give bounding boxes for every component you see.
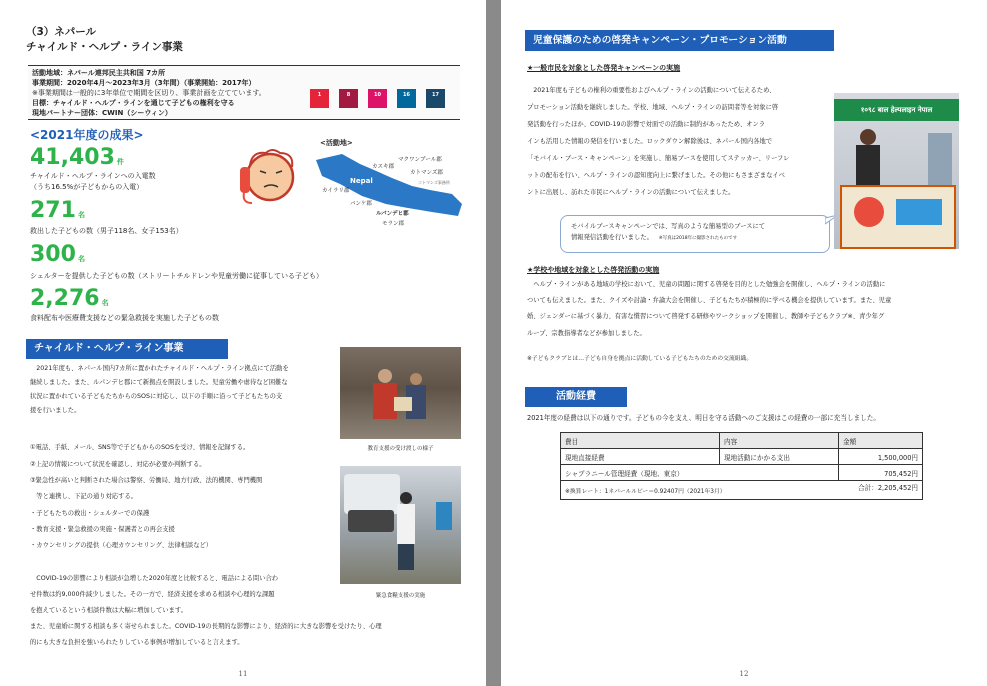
caption-food-support: 緊急食糧支援の実施 xyxy=(375,593,426,599)
booth-sign-banner: १०९८ बाल हेल्पलाइन नेपाल xyxy=(834,99,959,121)
cost-row-1-detail: 現地活動にかかる支出 xyxy=(720,449,839,465)
public-body-line-1: 2021年度も子どもの権利の重要性およびヘルプ・ラインの活動について伝えるため、 xyxy=(527,87,776,94)
cost-row-2-amount: 705,452円 xyxy=(839,465,923,481)
cost-header-detail: 内容 xyxy=(720,433,839,449)
stat-rescued-value: 271 名 xyxy=(30,198,85,223)
photo-mobile-booth xyxy=(834,93,959,249)
map-place-makwanpur: マクワンプール郡 xyxy=(398,157,442,163)
school-body-line-3: 婚、ジェンダーに基づく暴力、有害な慣習について啓発する研修やワークショップを開催し、教師や子どもクラブ※、青少年グ xyxy=(527,313,885,320)
sdg-17-icon: 17 xyxy=(426,89,445,108)
step-3: ③緊急性が高いと判断された場合は警察、労働局、地方行政、法的機関、専門機関 xyxy=(30,477,263,484)
stat-rescued-label: 救出した子どもの数（男子118名、女子153名） xyxy=(30,227,183,235)
cost-heading: 活動経費 xyxy=(525,387,627,407)
step-bullet-1: ・子どもたちの救出・シェルターでの保護 xyxy=(30,510,150,517)
cost-intro: 2021年度の経費は以下の通りです。子どもの今を支え、明日を守る活動へのご支援はこの経費の一部に充当しました。 xyxy=(527,414,880,422)
callout-line-2: 情報発信活動を行いました。 ※写真は2018年に撮影されたものです xyxy=(571,234,738,241)
chl-heading: チャイルド・ヘルプ・ライン事業 xyxy=(26,339,228,359)
map-place-banke: バンケ郡 xyxy=(350,201,372,207)
public-body-line-3: 発活動を行ったほか、COVID-19の影響で対面での活動に制約があったため、オンラ xyxy=(527,121,766,128)
school-body-line-4: ループ、宗教指導者などが参加しました。 xyxy=(527,330,646,337)
map-country-label: Nepal xyxy=(350,177,373,185)
cost-footer xyxy=(561,481,923,500)
map-place-office: コトマンズ事務所 xyxy=(418,180,450,185)
school-body-line-1: ヘルプ・ラインがある地域の学校において、児童の問題に関する啓発を目的とした勉強会を開催し、ヘルプ・ラインの活動に xyxy=(527,281,886,288)
chl-body-line-3: 状況に置かれている子どもたちからのSOSに対応し、以下の手順に沿って子どもたちの支 xyxy=(30,393,283,400)
chl-body-line-4: 援を行いました。 xyxy=(30,407,81,414)
public-body-line-4: インも活用した情報の発信を行いました。ロックダウン解除後は、ネパール国内各地で xyxy=(527,138,773,145)
public-body-line-2: プロモーション活動を継続しました。学校、地域、ヘルプ・ラインの訪問者等を対象に啓 xyxy=(527,104,779,111)
cost-header-item: 費目 xyxy=(561,433,720,449)
cost-row-2-item: シャプラニール管理経費（現地、東京） xyxy=(561,465,839,481)
info-partner: 現地パートナー団体：CWIN（シーウィン） xyxy=(32,109,172,117)
table-row xyxy=(561,481,923,500)
public-body-line-6: ットの配布を行い、ヘルプ・ラインの認知度向上に繋げました。その他にもさまざまなイベ xyxy=(527,172,785,179)
section-number: （3）ネパール xyxy=(26,26,96,38)
table-row xyxy=(561,465,923,481)
covid-line-3: を抱えているという相談件数は大幅に増加しています。 xyxy=(30,607,187,614)
section-title: チャイルド・ヘルプ・ライン事業 xyxy=(26,41,183,53)
cost-header-amount: 金額 xyxy=(839,433,923,449)
step-1: ①電話、手紙、メール、SNS等で子どもからのSOSを受け、情報を記録する。 xyxy=(30,444,250,451)
school-body-line-2: ついても伝えました。また、クイズや討論・弁論大会を開催し、子どもたちが積極的に学べる機会を提供しています。また、児童 xyxy=(527,297,892,304)
stat-emergency-label: 食料配布や医療費支援などの緊急救援を実施した子どもの数 xyxy=(30,314,219,322)
sdg-8-icon: 8 xyxy=(339,89,358,108)
page-right xyxy=(501,0,987,686)
covid-line-4: また、児童婚に関する相談も多く寄せられました。COVID-19の長期的な影響により、経済的に大きな影響を受けたり、心理 xyxy=(30,623,382,630)
page-number: 12 xyxy=(739,670,749,678)
campaign-sub-public: ★一般市民を対象とした啓発キャンペーンの実施 xyxy=(527,64,681,72)
children-club-note: ※子どもクラブとは…子ども自身を拠点に活動している子どもたちのための交流組織。 xyxy=(527,356,753,362)
photo-food-support xyxy=(340,466,461,584)
step-bullet-2: ・教育支援・緊急救援の実施・保護者との再会支援 xyxy=(30,526,175,533)
public-body-line-7: ントに出展し、訪れた市民にヘルプ・ラインの活動について伝えました。 xyxy=(527,189,735,196)
step-bullet-3: ・カウンセリングの提供（心理カウンセリング、法律相談など） xyxy=(30,542,213,549)
cost-row-1-amount: 1,500,000円 xyxy=(839,449,923,465)
cost-total: 合計：2,205,452円 xyxy=(858,484,918,492)
sdg-10-icon: 10 xyxy=(368,89,387,108)
chl-body-line-1: 2021年度も、ネパール国内7カ所に置かれたチャイルド・ヘルプ・ライン拠点にて活動を xyxy=(30,365,289,372)
stat-shelter-value: 300 名 xyxy=(30,242,85,267)
caption-education-support: 教育支援の受け渡しの様子 xyxy=(367,446,434,452)
callout-line-1: モバイルブースキャンペーンでは、写真のような簡易型のブースにて xyxy=(571,223,766,230)
page-number: 11 xyxy=(238,670,248,678)
exchange-rate: ※換算レート：1ネパールルピー＝0.92407円（2021年3月） xyxy=(565,488,726,495)
info-goal: 目標：チャイルド・ヘルプ・ラインを通じて子どもの権利を守る xyxy=(32,99,235,107)
info-period: 事業期間：2020年4月～2023年3月（3年間）（事業開始：2017年） xyxy=(32,79,256,87)
public-body-line-5: 「モバイル・ブース・キャンペーン」を実施し、簡易ブースを使用してステッカー、リーフレ xyxy=(527,155,790,162)
covid-line-2: せ件数は約9,000件減少しました。その一方で、経済支援を求める相談や心理的な課題 xyxy=(30,591,275,598)
info-area: 活動地域：ネパール連邦民主共和国 7カ所 xyxy=(32,69,166,77)
cost-table-header xyxy=(561,433,923,449)
covid-line-1: COVID-19の影響により相談が急増した2020年度と比較すると、電話による問い合わ xyxy=(30,575,279,582)
table-row xyxy=(561,449,923,465)
photo-education-support xyxy=(340,347,461,439)
campaign-heading: 児童保護のための啓発キャンペーン・プロモーション活動 xyxy=(525,30,834,51)
map-place-kaski: カスキ郡 xyxy=(372,164,395,170)
stat-calls-note: （うち16.5%が子どもからの入電） xyxy=(30,183,144,191)
info-note: ※事業期間は一般的に3年単位で期間を区切り、事業計画を立てています。 xyxy=(32,89,266,97)
cost-row-1-item: 現地直接経費 xyxy=(561,449,720,465)
map-place-kathmandu: カトマンズ郡 xyxy=(410,170,443,176)
step-2: ②上記の情報について状況を確認し、対応が必要か判断する。 xyxy=(30,461,206,468)
stat-calls-value: 41,403 件 xyxy=(30,145,124,170)
sdg-1-icon: 1 xyxy=(310,89,329,108)
stat-calls-label: チャイルド・ヘルプ・ラインへの入電数 xyxy=(30,172,156,180)
sdg-16-icon: 16 xyxy=(397,89,416,108)
covid-line-5: 的にも大きな負担を強いられたりしている事例が増加していると言えます。 xyxy=(30,639,244,646)
cost-table xyxy=(560,432,923,500)
map-place-kailali: カイラリ郡 xyxy=(322,188,350,194)
stat-emergency-value: 2,276 名 xyxy=(30,286,109,311)
map-place-morang: モラン郡 xyxy=(382,221,405,227)
step-3-cont: 等と連携し、下記の通り対応する。 xyxy=(30,493,138,500)
page-left xyxy=(0,0,486,686)
stat-shelter-label: シェルターを提供した子どもの数（ストリートチルドレンや児童労働に従事している子ども） xyxy=(30,272,324,280)
campaign-sub-school: ★学校や地域を対象とした啓発活動の実施 xyxy=(527,266,660,274)
phone-child-illustration-icon xyxy=(238,147,300,207)
map-title: <活動地> xyxy=(320,139,353,147)
map-place-rupandehi: ルパンデヒ郡 xyxy=(376,211,409,217)
results-heading: <2021年度の成果> xyxy=(30,128,144,142)
chl-body-line-2: 継続しました。また、ルパンデヒ郡にて新拠点を開設しました。児童労働や虐待など困難な xyxy=(30,379,288,386)
